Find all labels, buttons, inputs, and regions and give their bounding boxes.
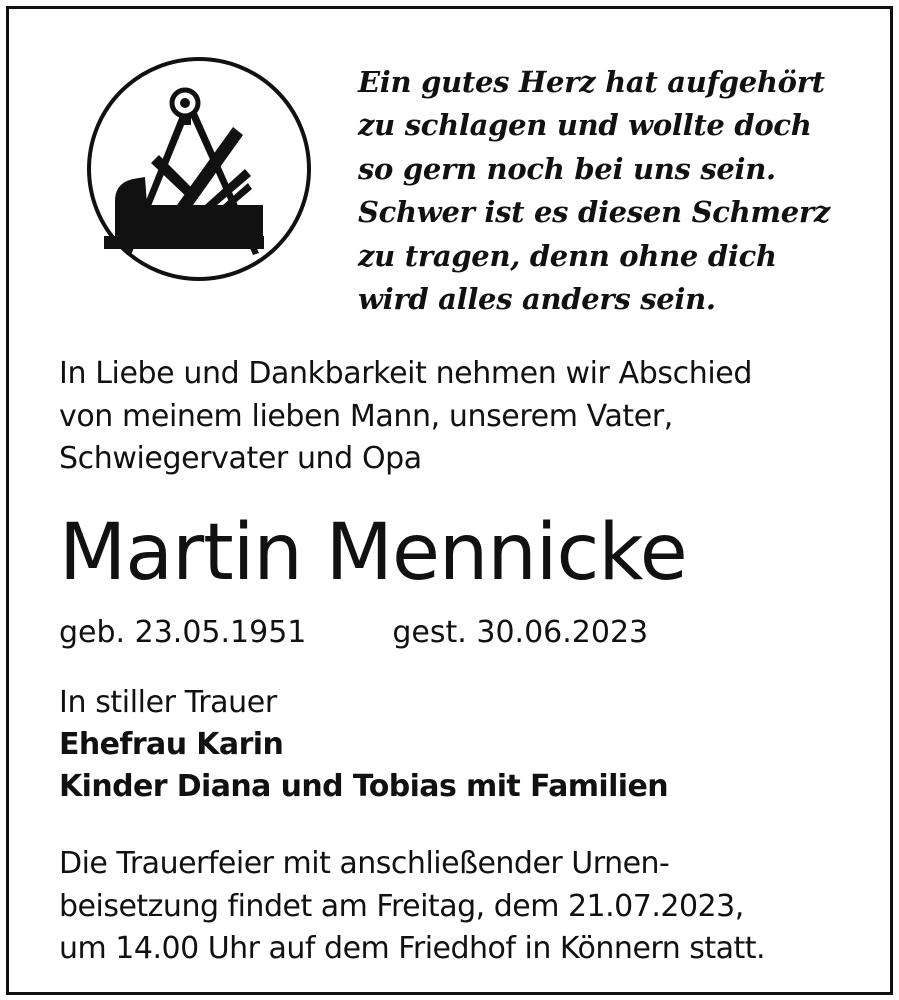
mourners-block xyxy=(59,682,668,808)
service-line: beisetzung findet am Freitag, dem 21.07.2023, xyxy=(59,888,744,924)
deceased-name: Martin Mennicke xyxy=(59,508,687,598)
intro-line: Schwiegervater und Opa xyxy=(59,441,422,476)
verse-line: zu tragen, denn ohne dich xyxy=(358,238,777,273)
farewell-intro xyxy=(59,353,752,481)
verse-line: wird alles anders sein. xyxy=(358,282,716,317)
mourners-intro: In stiller Trauer xyxy=(59,685,277,720)
verse-line: Ein gutes Herz hat aufgehört xyxy=(358,65,825,99)
death-date: gest. 30.06.2023 xyxy=(392,615,649,650)
memorial-verse xyxy=(358,61,830,321)
compass-and-plane-icon xyxy=(85,55,313,283)
verse-line: Schwer ist es diesen Schmerz xyxy=(358,195,831,230)
verse-line: so gern noch bei uns sein. xyxy=(358,151,776,186)
service-line: um 14.00 Uhr auf dem Friedhof in Könnern statt. xyxy=(59,931,766,966)
obituary-frame xyxy=(6,6,893,995)
mourner-line: Kinder Diana und Tobias mit Familien xyxy=(59,769,668,804)
mourner-line: Ehefrau Karin xyxy=(59,727,284,762)
birth-date: geb. 23.05.1951 xyxy=(59,615,307,650)
intro-line: In Liebe und Dankbarkeit nehmen wir Abschied xyxy=(59,356,752,391)
service-line: Die Trauerfeier mit anschließender Urnen- xyxy=(59,846,670,881)
life-dates xyxy=(59,612,648,654)
verse-line: zu schlagen und wollte doch xyxy=(358,108,812,143)
intro-line: von meinem lieben Mann, unserem Vater, xyxy=(59,398,673,434)
funeral-service-info xyxy=(59,843,765,971)
